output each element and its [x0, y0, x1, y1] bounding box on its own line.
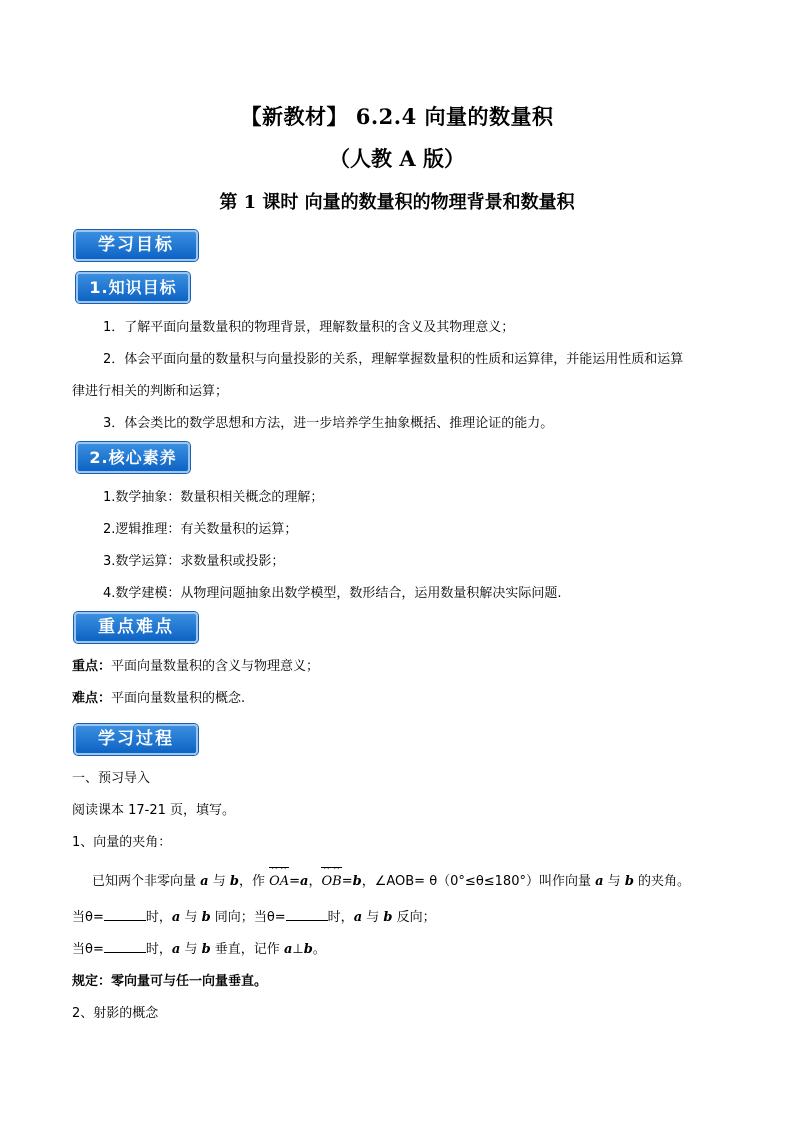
key-point-label: 重点： — [72, 659, 112, 674]
knowledge-item-1: 1．了解平面向量数量积的物理背景，理解数量积的含义及其物理意义； — [103, 320, 515, 335]
vector-a: a — [353, 910, 363, 925]
vector-oa: OA — [269, 874, 289, 889]
time-text: 时， — [145, 942, 172, 957]
literacy-item-4: 4.数学建模：从物理问题抽象出数学模型，数形结合，运用数量积解决实际问题. — [103, 586, 562, 601]
projection-heading: 2、射影的概念 — [72, 1006, 159, 1021]
vector-a: a — [200, 874, 209, 889]
angle-heading: 1、向量的夹角： — [72, 835, 172, 850]
period: 。 — [312, 942, 326, 957]
vector-b: b — [303, 942, 313, 957]
literacy-item-2: 2.逻辑推理：有关数量积的运算； — [103, 522, 298, 537]
learning-process-badge: 学习过程 — [74, 724, 198, 755]
same-direction-text: 同向； — [210, 910, 254, 925]
blank-opposite-direction[interactable] — [286, 908, 328, 921]
angle-def-comma: ， — [308, 874, 322, 889]
angle-definition — [92, 870, 690, 889]
angle-def-text-2: 与 — [208, 874, 230, 889]
time-text: 时， — [327, 910, 354, 925]
vector-a: a — [300, 874, 309, 889]
angle-def-eq-2: = — [341, 874, 353, 889]
key-difficulty-badge: 重点难点 — [74, 612, 198, 643]
angle-def-text-6: 的夹角。 — [633, 874, 691, 889]
perpendicular-symbol: ⊥ — [292, 942, 304, 957]
vector-b: b — [201, 910, 211, 925]
angle-def-text-1: 已知两个非零向量 — [92, 874, 201, 889]
key-point-line — [72, 655, 319, 674]
angle-def-text-4: ，∠AOB= θ（0°≤θ≤180°）叫作向量 — [361, 874, 596, 889]
angle-def-text-5: 与 — [603, 874, 625, 889]
same-opposite-line — [72, 906, 436, 925]
when-theta: 当θ= — [72, 910, 104, 925]
vector-a: a — [171, 942, 181, 957]
difficulty-label: 难点： — [72, 691, 112, 706]
perpendicular-line — [72, 938, 326, 957]
vector-b: b — [383, 910, 393, 925]
literacy-item-1: 1.数学抽象：数量积相关概念的理解； — [103, 490, 324, 505]
key-point-text: 平面向量数量积的含义与物理意义； — [111, 659, 320, 674]
title-line-1: 【新教材】 6.2.4 向量的数量积 — [240, 104, 554, 129]
angle-def-eq-1: = — [289, 874, 301, 889]
when-theta: 当θ= — [253, 910, 286, 925]
knowledge-item-3: 3．体会类比的数学思想和方法，进一步培养学生抽象概括、推理论证的能力。 — [103, 416, 554, 431]
and-text: 与 — [362, 910, 384, 925]
blank-same-direction[interactable] — [104, 908, 146, 921]
when-theta: 当θ= — [72, 942, 104, 957]
time-text: 时， — [145, 910, 172, 925]
and-text: 与 — [180, 910, 202, 925]
difficulty-line — [72, 687, 245, 706]
vector-a: a — [283, 942, 293, 957]
zero-vector-rule: 规定：零向量可与任一向量垂直。 — [72, 974, 268, 989]
preview-heading: 一、预习导入 — [72, 771, 151, 786]
angle-def-text-3: ，作 — [238, 874, 270, 889]
vector-b: b — [624, 874, 634, 889]
perpendicular-text: 垂直，记作 — [210, 942, 284, 957]
reading-instruction: 阅读课本 17-21 页，填写。 — [72, 803, 236, 818]
title-line-3: 第 1 课时 向量的数量积的物理背景和数量积 — [219, 192, 575, 213]
title-line-2: （人教 A 版） — [329, 146, 465, 171]
knowledge-item-2: 2．体会平面向量的数量积与向量投影的关系，理解掌握数量积的性质和运算律，并能运用性质和运算 — [103, 352, 684, 367]
vector-b: b — [352, 874, 362, 889]
literacy-item-3: 3.数学运算：求数量积或投影； — [103, 554, 285, 569]
difficulty-text: 平面向量数量积的概念. — [111, 691, 246, 706]
opposite-direction-text: 反向； — [392, 910, 436, 925]
objectives-badge: 学习目标 — [74, 230, 198, 261]
core-literacy-badge: 2.核心素养 — [76, 442, 190, 473]
knowledge-item-2-cont: 律进行相关的判断和运算； — [72, 384, 229, 399]
vector-a: a — [171, 910, 181, 925]
knowledge-goal-badge: 1.知识目标 — [76, 272, 190, 303]
vector-a: a — [595, 874, 604, 889]
blank-perpendicular[interactable] — [104, 940, 146, 953]
vector-b: b — [229, 874, 239, 889]
vector-ob: OB — [321, 874, 341, 889]
and-text: 与 — [180, 942, 202, 957]
vector-b: b — [201, 942, 211, 957]
